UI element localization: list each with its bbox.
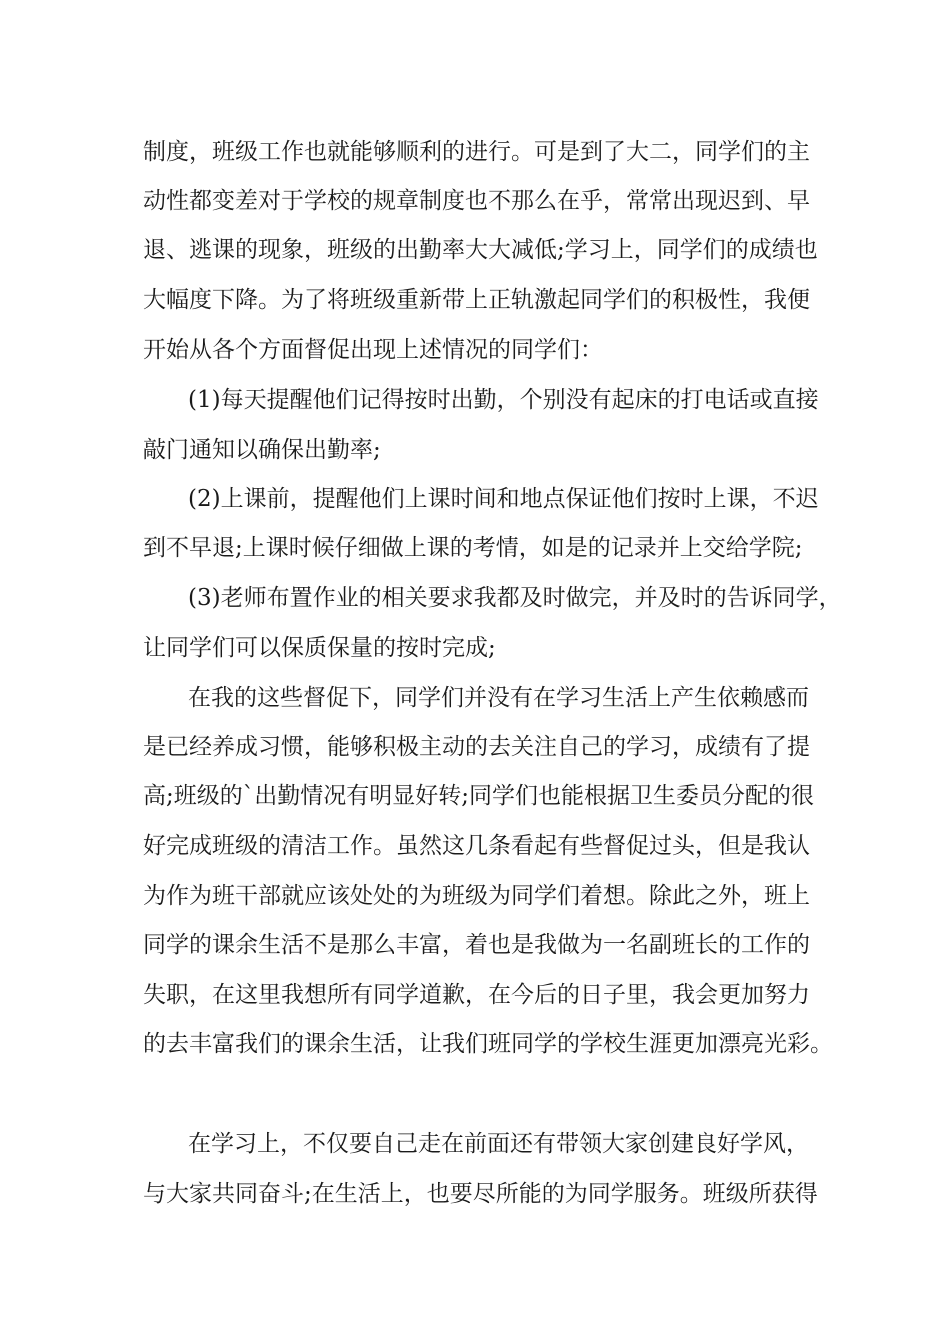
text-line: 失职，在这里我想所有同学道歉，在今后的日子里，我会更加努力 [143, 982, 810, 1008]
text-line: 到不早退;上课时候仔细做上课的考情，如是的记录并上交给学院; [143, 535, 803, 561]
text-line: 制度，班级工作也就能够顺利的进行。可是到了大二，同学们的主 [143, 139, 810, 165]
text-line: 是已经养成习惯，能够积极主动的去关注自己的学习，成绩有了提 [143, 734, 810, 760]
text-line: (1)每天提醒他们记得按时出勤，个别没有起床的打电话或直接 [188, 387, 819, 413]
text-line: 动性都变差对于学校的规章制度也不那么在乎，常常出现迟到、早 [143, 188, 810, 214]
text-line: 大幅度下降。为了将班级重新带上正轨激起同学们的积极性，我便 [143, 287, 810, 313]
text-line: 敲门通知以确保出勤率; [143, 437, 381, 463]
text-line: 让同学们可以保质保量的按时完成; [143, 635, 496, 661]
text-line: (3)老师布置作业的相关要求我都及时做完，并及时的告诉同学， [188, 585, 842, 611]
text-line: 开始从各个方面督促出现上述情况的同学们： [143, 337, 603, 363]
text-line: 的去丰富我们的课余生活，让我们班同学的学校生涯更加漂亮光彩。 [143, 1031, 833, 1057]
text-line: 在我的这些督促下，同学们并没有在学习生活上产生依赖感而 [188, 685, 809, 711]
text-line: 为作为班干部就应该处处的为班级为同学们着想。除此之外，班上 [143, 883, 810, 909]
text-line: 与大家共同奋斗;在生活上，也要尽所能的为同学服务。班级所获得 [143, 1181, 818, 1207]
text-line: 高;班级的`出勤情况有明显好转;同学们也能根据卫生委员分配的很 [143, 783, 814, 809]
text-line: 退、逃课的现象，班级的出勤率大大减低;学习上，同学们的成绩也 [143, 237, 818, 263]
text-line: 同学的课余生活不是那么丰富，着也是我做为一名副班长的工作的 [143, 932, 810, 958]
text-line: (2)上课前，提醒他们上课时间和地点保证他们按时上课，不迟 [188, 486, 819, 512]
text-line: 好完成班级的清洁工作。虽然这几条看起有些督促过头，但是我认 [143, 833, 810, 859]
text-line: 在学习上，不仅要自己走在前面还有带领大家创建良好学风， [188, 1131, 809, 1157]
